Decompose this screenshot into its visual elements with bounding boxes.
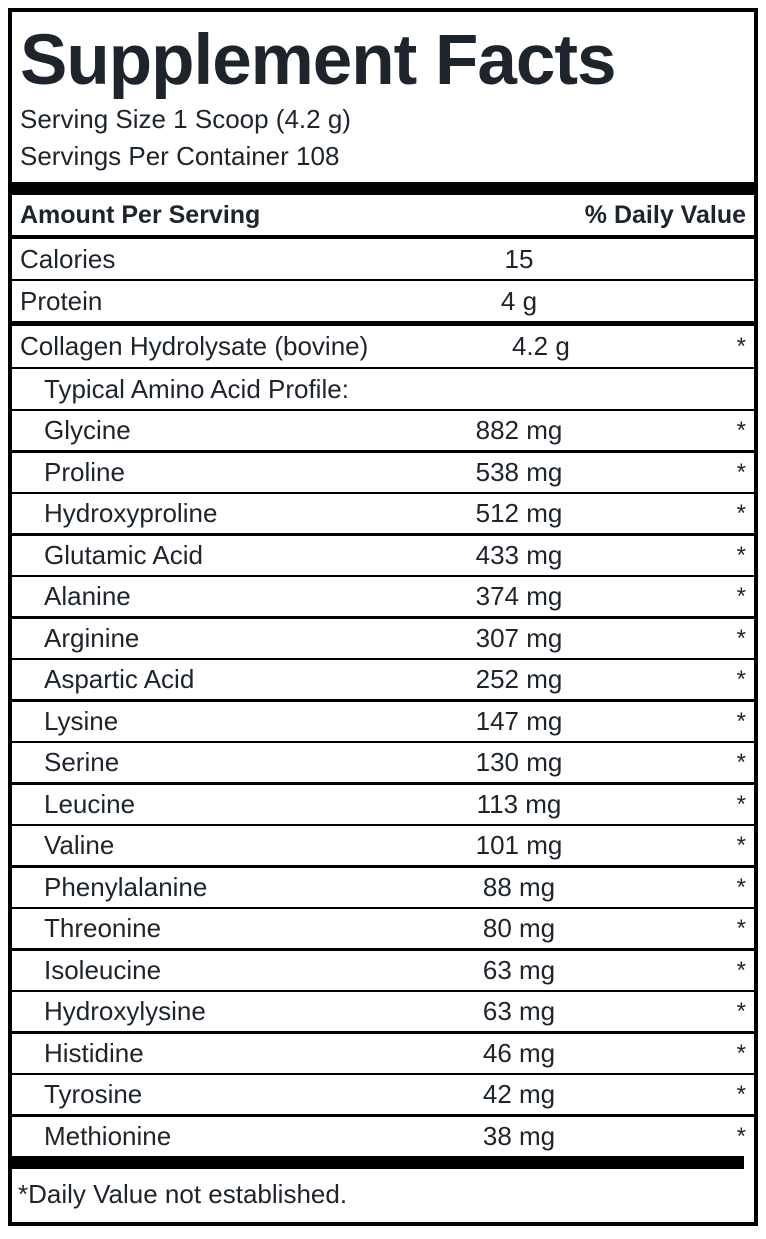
table-row bbox=[12, 785, 754, 826]
daily-value-asterisk: * bbox=[736, 499, 746, 527]
nutrient-amount: 130 mg bbox=[475, 747, 563, 777]
nutrient-amount: 113 mg bbox=[476, 789, 562, 819]
nutrient-name: Hydroxyproline bbox=[44, 498, 218, 528]
nutrient-name: Aspartic Acid bbox=[44, 664, 195, 694]
daily-value-asterisk: * bbox=[736, 790, 746, 818]
daily-value-asterisk: * bbox=[736, 541, 746, 569]
separator-bar-top bbox=[12, 182, 754, 195]
amino-acid-rows-section bbox=[12, 411, 754, 1156]
daily-value-asterisk: * bbox=[736, 748, 746, 776]
table-row bbox=[12, 1075, 754, 1117]
nutrient-name: Calories bbox=[20, 243, 116, 274]
table-row bbox=[12, 577, 754, 619]
daily-value-asterisk: * bbox=[736, 665, 746, 693]
table-row bbox=[12, 660, 754, 702]
table-row bbox=[12, 702, 754, 743]
table-row bbox=[12, 743, 754, 785]
nutrient-name: Arginine bbox=[44, 623, 140, 653]
nutrient-name: Histidine bbox=[44, 1038, 144, 1068]
nutrient-name: Glutamic Acid bbox=[44, 540, 203, 570]
daily-value-asterisk: * bbox=[736, 956, 746, 984]
nutrient-name: Proline bbox=[44, 457, 125, 487]
separator-bar-bottom bbox=[12, 1156, 744, 1169]
nutrient-name: Leucine bbox=[44, 789, 136, 819]
supplement-facts-panel bbox=[8, 8, 758, 1226]
daily-value-asterisk: * bbox=[736, 1080, 746, 1108]
daily-value-asterisk: * bbox=[736, 332, 746, 360]
nutrient-amount: 4 g bbox=[500, 285, 538, 316]
nutrient-amount: 4.2 g bbox=[511, 331, 570, 361]
nutrient-amount: 307 mg bbox=[475, 623, 563, 653]
daily-value-asterisk: * bbox=[736, 914, 746, 942]
daily-value-asterisk: * bbox=[736, 873, 746, 901]
nutrient-amount: 38 mg bbox=[482, 1121, 556, 1151]
daily-value-asterisk: * bbox=[736, 707, 746, 735]
table-row bbox=[12, 951, 754, 992]
amino-acid-profile-heading: Typical Amino Acid Profile: bbox=[12, 369, 754, 411]
nutrient-name: Isoleucine bbox=[44, 955, 162, 985]
table-row bbox=[12, 453, 754, 494]
nutrient-amount: 433 mg bbox=[475, 540, 563, 570]
table-row bbox=[12, 1034, 754, 1075]
daily-value-asterisk: * bbox=[736, 458, 746, 486]
nutrient-amount: 101 mg bbox=[475, 830, 563, 860]
nutrient-name: Threonine bbox=[44, 913, 162, 943]
serving-size-text: Serving Size 1 Scoop (4.2 g) bbox=[20, 104, 351, 134]
table-row bbox=[12, 826, 754, 868]
daily-value-header: % Daily Value bbox=[584, 200, 746, 229]
amount-per-serving-header: Amount Per Serving bbox=[20, 200, 261, 229]
table-row bbox=[12, 536, 754, 577]
nutrient-name: Collagen Hydrolysate (bovine) bbox=[20, 331, 369, 361]
nutrient-amount: 538 mg bbox=[475, 457, 563, 487]
daily-value-asterisk: * bbox=[736, 831, 746, 859]
table-row bbox=[12, 992, 754, 1034]
ingredient-rows-section bbox=[12, 326, 754, 369]
nutrient-name: Phenylalanine bbox=[44, 872, 208, 902]
macro-rows-section bbox=[12, 239, 754, 326]
nutrient-name: Alanine bbox=[44, 581, 131, 611]
nutrient-name: Tyrosine bbox=[44, 1079, 143, 1109]
table-row bbox=[12, 239, 754, 281]
table-row bbox=[12, 326, 754, 369]
nutrient-amount: 42 mg bbox=[482, 1079, 556, 1109]
page-title: Supplement Facts bbox=[20, 21, 616, 100]
nutrient-amount: 252 mg bbox=[475, 664, 563, 694]
nutrient-amount: 882 mg bbox=[475, 415, 563, 445]
daily-value-asterisk: * bbox=[736, 416, 746, 444]
table-header-row bbox=[12, 195, 754, 239]
nutrient-amount: 63 mg bbox=[482, 955, 556, 985]
nutrient-amount: 46 mg bbox=[482, 1038, 556, 1068]
servings-per-container-text: Servings Per Container 108 bbox=[20, 141, 340, 171]
table-row bbox=[12, 281, 754, 326]
daily-value-asterisk: * bbox=[736, 997, 746, 1025]
nutrient-amount: 88 mg bbox=[482, 872, 556, 902]
nutrient-amount: 80 mg bbox=[482, 913, 556, 943]
nutrient-name: Valine bbox=[44, 830, 115, 860]
table-row bbox=[12, 1117, 754, 1156]
table-row bbox=[12, 619, 754, 660]
nutrient-amount: 63 mg bbox=[482, 996, 556, 1026]
nutrient-amount: 15 bbox=[504, 243, 534, 274]
nutrient-amount: 512 mg bbox=[475, 498, 563, 528]
nutrient-name: Lysine bbox=[44, 706, 119, 736]
daily-value-asterisk: * bbox=[736, 1039, 746, 1067]
table-row bbox=[12, 868, 754, 909]
nutrient-name: Serine bbox=[44, 747, 120, 777]
daily-value-asterisk: * bbox=[736, 1122, 746, 1150]
nutrient-amount: 374 mg bbox=[475, 581, 563, 611]
table-row bbox=[12, 494, 754, 536]
daily-value-footnote: *Daily Value not established. bbox=[18, 1179, 348, 1209]
daily-value-asterisk: * bbox=[736, 582, 746, 610]
nutrient-name: Glycine bbox=[44, 415, 131, 445]
nutrient-name: Methionine bbox=[44, 1121, 172, 1151]
table-row bbox=[12, 411, 754, 453]
nutrient-amount: 147 mg bbox=[475, 706, 563, 736]
nutrient-name: Protein bbox=[20, 285, 103, 316]
daily-value-asterisk: * bbox=[736, 624, 746, 652]
nutrient-name: Hydroxylysine bbox=[44, 996, 206, 1026]
table-row bbox=[12, 909, 754, 951]
